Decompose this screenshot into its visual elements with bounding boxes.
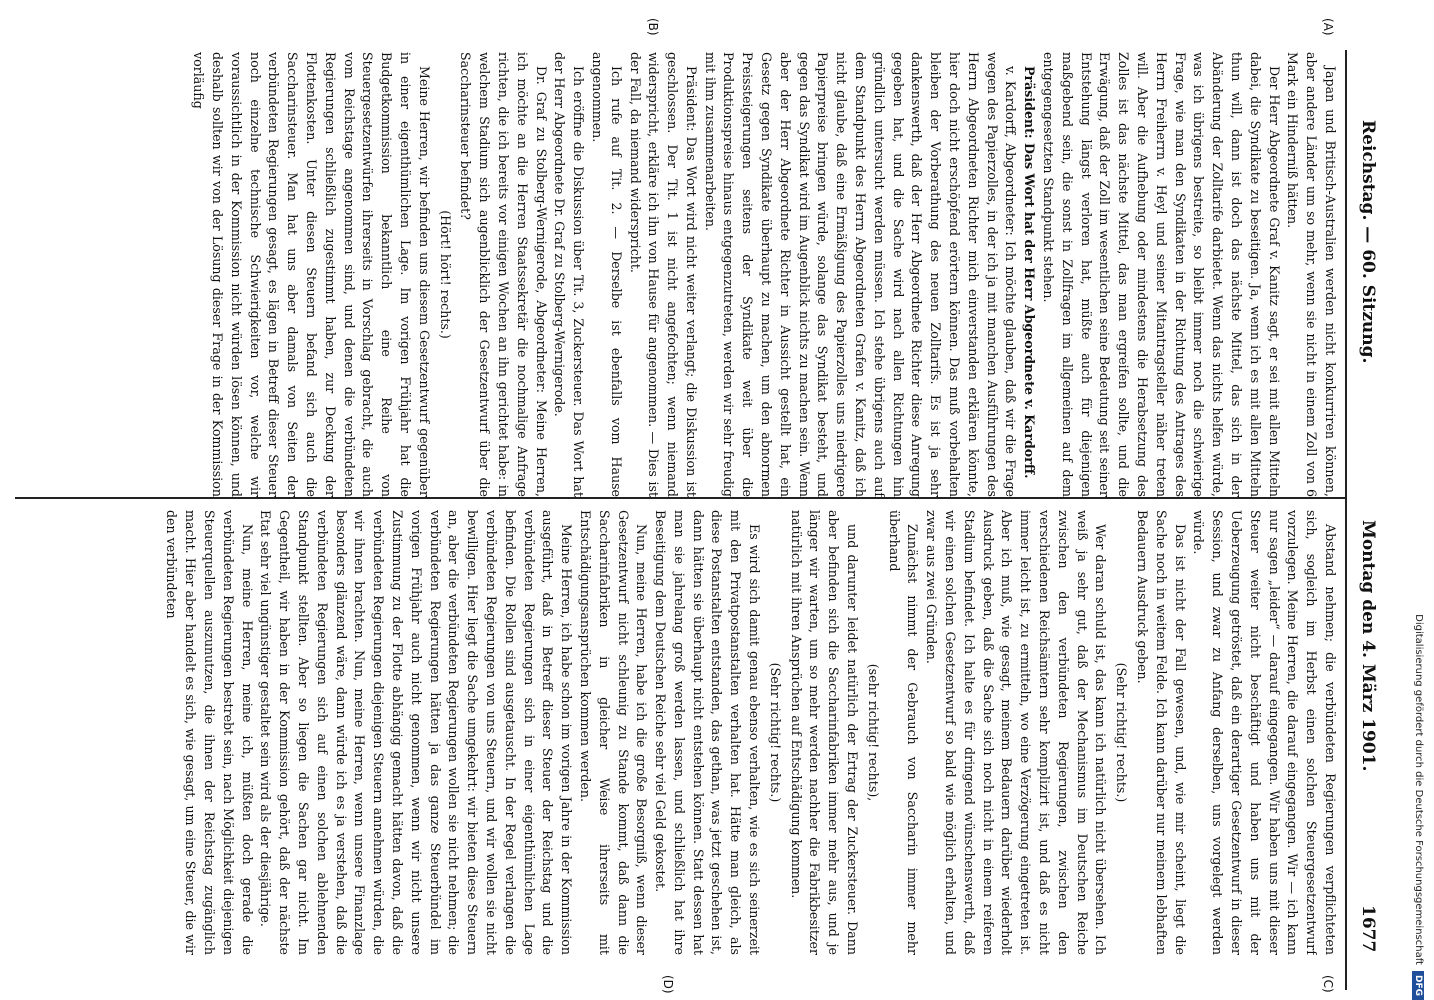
paragraph: Ich eröffne die Diskussion über Tit. 3, Zuckersteuer. Das Wort hat der Herr Abgeordnete Dr. Graf zu Stolberg-Wernigerode. bbox=[552, 52, 587, 497]
paragraph: Präsident: Das Wort wird nicht weiter verlangt; die Diskussion ist geschlossen. Der Tit. 1 ist nicht angefochten; wenn niemand widerspricht, erkläre ich ihn von Hause für angenommen. — Dies ist der Fall, da niemand widerspricht. bbox=[627, 52, 699, 497]
text-column-left bbox=[11, 52, 1339, 497]
paragraph: Japan und Britisch-Australien werden nicht konkurriren können, aber andere Länder um so mehr, wenn sie nicht in einem Zoll von 6 Mark ein Hinderniß hätten. bbox=[1285, 52, 1338, 497]
running-head-date: Montag den 4. März 1901. bbox=[1358, 520, 1378, 772]
page-number: 1677 bbox=[1358, 905, 1378, 953]
paragraph: Meine Herren, wir befinden uns diesem Gesetzentwurf gegenüber in einer eigenthümlichen Lage. Im vorigen Frühjahr hat die Budgetkommission bekanntlich eine Reihe von Steuergesetzentwürfen ihrerseits in Vorschlag gebracht, die auch vom Reichstage angenommen sind, und denen die verbündeten Regierungen schließlich zugestimmt haben, zur Deckung der Flottenkosten. Unter diesen Steuern befand sich auch die Saccharinsteuer. Man hat uns aber damals von Seiten der verbündeten Regierungen gesagt, es lägen in Betreff dieser Steuer noch einzelne technische Schwierigkeiten vor, welche wir voraussichtlich in der Kommission nicht würden lösen können, und deshalb sollten wir von der Lösung dieser Frage in der Kommission vorläufig bbox=[191, 52, 432, 497]
paragraph: Nun, meine Herren, habe ich die große Besorgniß, wenn dieser Gesetzentwurf nicht schleunig zu Stande kommt, daß dann die Saccharinfabriken in gleicher Weise ihrerseits mit Entschädigungsansprüchen kommen werden. bbox=[577, 510, 650, 955]
funding-note: Digitalisierung gefördert durch die Deutsche Forschungsgemeinschaft bbox=[1413, 614, 1424, 965]
margin-marker-b: (B) bbox=[646, 18, 660, 36]
margin-marker-d: (D) bbox=[661, 975, 675, 994]
paragraph: Es wird sich damit genau ebenso verhalten, wie es sich seinerzeit mit den Privatpostanstalten verhalten hat. Hätte man gleich, als diese Postanstalten entstanden, das gethan, was jetzt geschehen ist, dann hätten sie überhaupt nicht entstehen können. Statt dessen hat man sie jahrelang groß werden lassen, und schließlich hat ihre Beseitigung dem Deutschen Reiche sehr viel Geld gekostet. bbox=[653, 510, 763, 955]
interjection: (Hört! hört! rechts.) bbox=[437, 210, 453, 339]
interjection: (Sehr richtig! rechts.) bbox=[1114, 662, 1130, 803]
paragraph: v. Kardorff, Abgeordneter: Ich möchte glauben, daß wir die Frage wegen des Papierzolles, in der ich ja mit manchen Ausführungen des Herrn Abgeordneten Richter mich einverstanden erklären könnte, hier doch nicht erschöpfend erörtern können. Das muß vorbehalten bleiben der Vorberathung des neuen Zolltarifs. Es ist ja sehr dankenswerth, daß der Herr Abgeordnete Richter diese Anregung gegeben hat, und die Sache wird nach allen Richtungen hin gründlich untersucht werden müssen. Ich stehe übrigens auch auf dem Standpunkt des Herrn Abgeordneten Grafen v. Kanitz, daß ich nicht glaube, daß eine Ermäßigung des Papierzolles uns niedrigere Papierpreise bringen würde, solange das Syndikat besteht, und gegen das Syndikat wird im Augenblick nichts zu machen sein. Wenn aber der Herr Abgeordnete Richter in Aussicht gestellt hat, ein Gesetz gegen Syndikate überhaupt zu machen, um den abnormen Preissteigerungen seitens der Syndikate weit über die Produktionspreise hinaus entgegenzutreten, werden wir sehr freudig mit ihm zusammenarbeiten. bbox=[702, 52, 1019, 497]
interjection: (sehr richtig! rechts), bbox=[865, 663, 881, 802]
paragraph: Abstand nehmen; die verbündeten Regierungen verpflichteten sich, sogleich im Herbst einen solchen Steuergesetzentwurf vorzulegen. Meine Herren, die darauf eingegangen. Wir — ich kann nur sagen „leider“ — darauf eingegangen. Wir haben uns mit dieser Steuer weiter nicht beschäftigt und haben uns mit der Ueberzeugung getröstet, daß ein derartiger Gesetzentwurf in dieser Session, und zwar zu Anfang derselben, uns vorgelegt werden würde. bbox=[1191, 510, 1338, 955]
paragraph: Nun, meine Herren, meine ich, müßten doch gerade die verbündeten Regierungen bestrebt sein, nach Möglichkeit diejenigen Steuerquellen auszunutzen, die ihnen der Reichstag zugänglich macht. Hier aber handelt es sich, wie gesagt, um eine Steuer, die wir den verbündeten bbox=[164, 510, 255, 955]
running-head-left: Reichstag. — 60. Sitzung. bbox=[1358, 120, 1378, 364]
margin-marker-a: (A) bbox=[1321, 18, 1335, 36]
paragraph: Dr. Graf zu Stolberg-Wernigerode, Abgeordneter: Meine Herren, ich möchte an die Herren Staatssekretär die nochmalige Anfrage richten, die ich bereits vor einigen Wochen an ihn gerichtet habe: in welchem Stadium sich augenblicklich der Gesetzentwurf über die Saccharinsteuer befindet? bbox=[458, 52, 549, 497]
paragraph: Das ist nicht der Fall gewesen, und, wie mir scheint, liegt die Sache noch in weitem Felde. Ich kann darüber nur meinem lebhaften Bedauern Ausdruck geben. bbox=[1135, 510, 1188, 955]
digitization-sidebar bbox=[1403, 0, 1434, 1000]
interjection: (Sehr richtig! rechts.) bbox=[767, 662, 783, 803]
dfg-logo: DFG bbox=[1413, 971, 1425, 1000]
header-rule bbox=[1345, 50, 1347, 990]
margin-marker-c: (C) bbox=[1321, 975, 1335, 993]
paragraph: Zunächst nimmt der Gebrauch von Saccharin immer mehr überhand bbox=[886, 510, 921, 955]
paragraph: und darunter leidet natürlich der Ertrag der Zuckersteuer. Dann aber befinden sich die Saccharinfabriken immer mehr aus, und je länger wir warten, um so mehr werden nachher die Fabrikbesitzer natürlich mit ihren Ansprüchen auf Entschädigung kommen. bbox=[788, 510, 861, 955]
text-column-right bbox=[11, 510, 1339, 955]
paragraph: Der Herr Abgeordnete Graf v. Kanitz sagt, er sei mit allen Mitteln dabei, die Syndikate zu beseitigen. Ja, wenn ich es mit allen Mitteln thun will, dann ist doch das nächste Mittel, das sich in der Abänderung der Zolltarife darbietet. Wenn das nichts helfen würde, was ich übrigens bestreite, so bleibt immer noch die schwierige Frage, wie man den Syndikaten in der Richtung des Antrages des Herrn Freiherrn v. Heyl und seiner Mitantragsteller näher treten will. Aber die Aufhebung oder mindestens die Herabsetzung des Zolles ist das nächste Mittel, das man ergreifen sollte, und die Erwägung, daß der Zoll im wesentlichen seine Bedeutung seit seiner Entstehung längst verloren hat, müßte auch für diejenigen maßgebend sein, die sonst in Zollfragen im allgemeinen auf dem entgegengesetzten Standpunkt stehen. bbox=[1041, 52, 1282, 497]
paragraph: Meine Herren, ich habe schon im vorigen Jahre in der Kommission ausgeführt, daß in Betreff dieser Steuer der Reichstag und die verbündeten Regierungen sich in einer eigenthümlichen Lage befinden. Die Rollen sind ausgetauscht. In der Regel verlangen die verbündeten Regierungen von uns Steuern, und wir wollen sie nicht bewilligen. Hier liegt die Sache umgekehrt: wir bieten diese Steuern an, aber die verbündeten Regierungen wollen sie nicht nehmen; die verbündeten Regierungen hätten ja das ganze Steuerbündel im vorigen Frühjahr auch nicht genommen, wenn wir nicht unsere Zustimmung zu der Flotte abhängig gemacht hätten davon, daß die verbündeten Regierungen diejenigen Steuern annehmen würden, die wir ihnen brachten. Nun, meine Herren, wenn unsere Finanzlage besonders glänzend wäre, dann würde ich es ja verstehen, daß die verbündeten Regierungen sich auf einen solchen ablehnenden Standpunkt stellten. Aber so liegen die Sachen gar nicht. Im Gegentheil, wir haben in der Kommission gehört, daß der nächste Etat sehr viel ungünstiger gestaltet sein wird als der diesjährige. bbox=[258, 510, 575, 955]
paragraph: Wer daran schuld ist, das kann ich natürlich nicht übersehen. Ich weiß ja sehr gut, daß der Mechanismus im Deutschen Reiche zwischen den verbündeten Regierungen, zwischen den verschiedenen Reichsämtern sehr komplizirt ist, und daß es nicht immer leicht ist, zu ermitteln, wo eine Verzögerung eingetreten ist. Aber ich muß, wie gesagt, meinem Bedauern darüber wiederholt Ausdruck geben, daß die Sache sich noch nicht in einem reiferen Stadium befindet. Ich halte es für dringend wünschenswerth, daß wir einen solchen Gesetzentwurf so bald wie möglich erhalten, und zwar aus zwei Gründen. bbox=[924, 510, 1109, 955]
column-rule bbox=[15, 497, 1345, 499]
speaker-paragraph: Präsident: Das Wort hat der Herr Abgeordnete v. Kardorff. bbox=[1022, 66, 1038, 479]
paragraph: Ich rufe auf Tit. 2. — Derselbe ist ebenfalls vom Hause angenommen. bbox=[589, 52, 624, 497]
